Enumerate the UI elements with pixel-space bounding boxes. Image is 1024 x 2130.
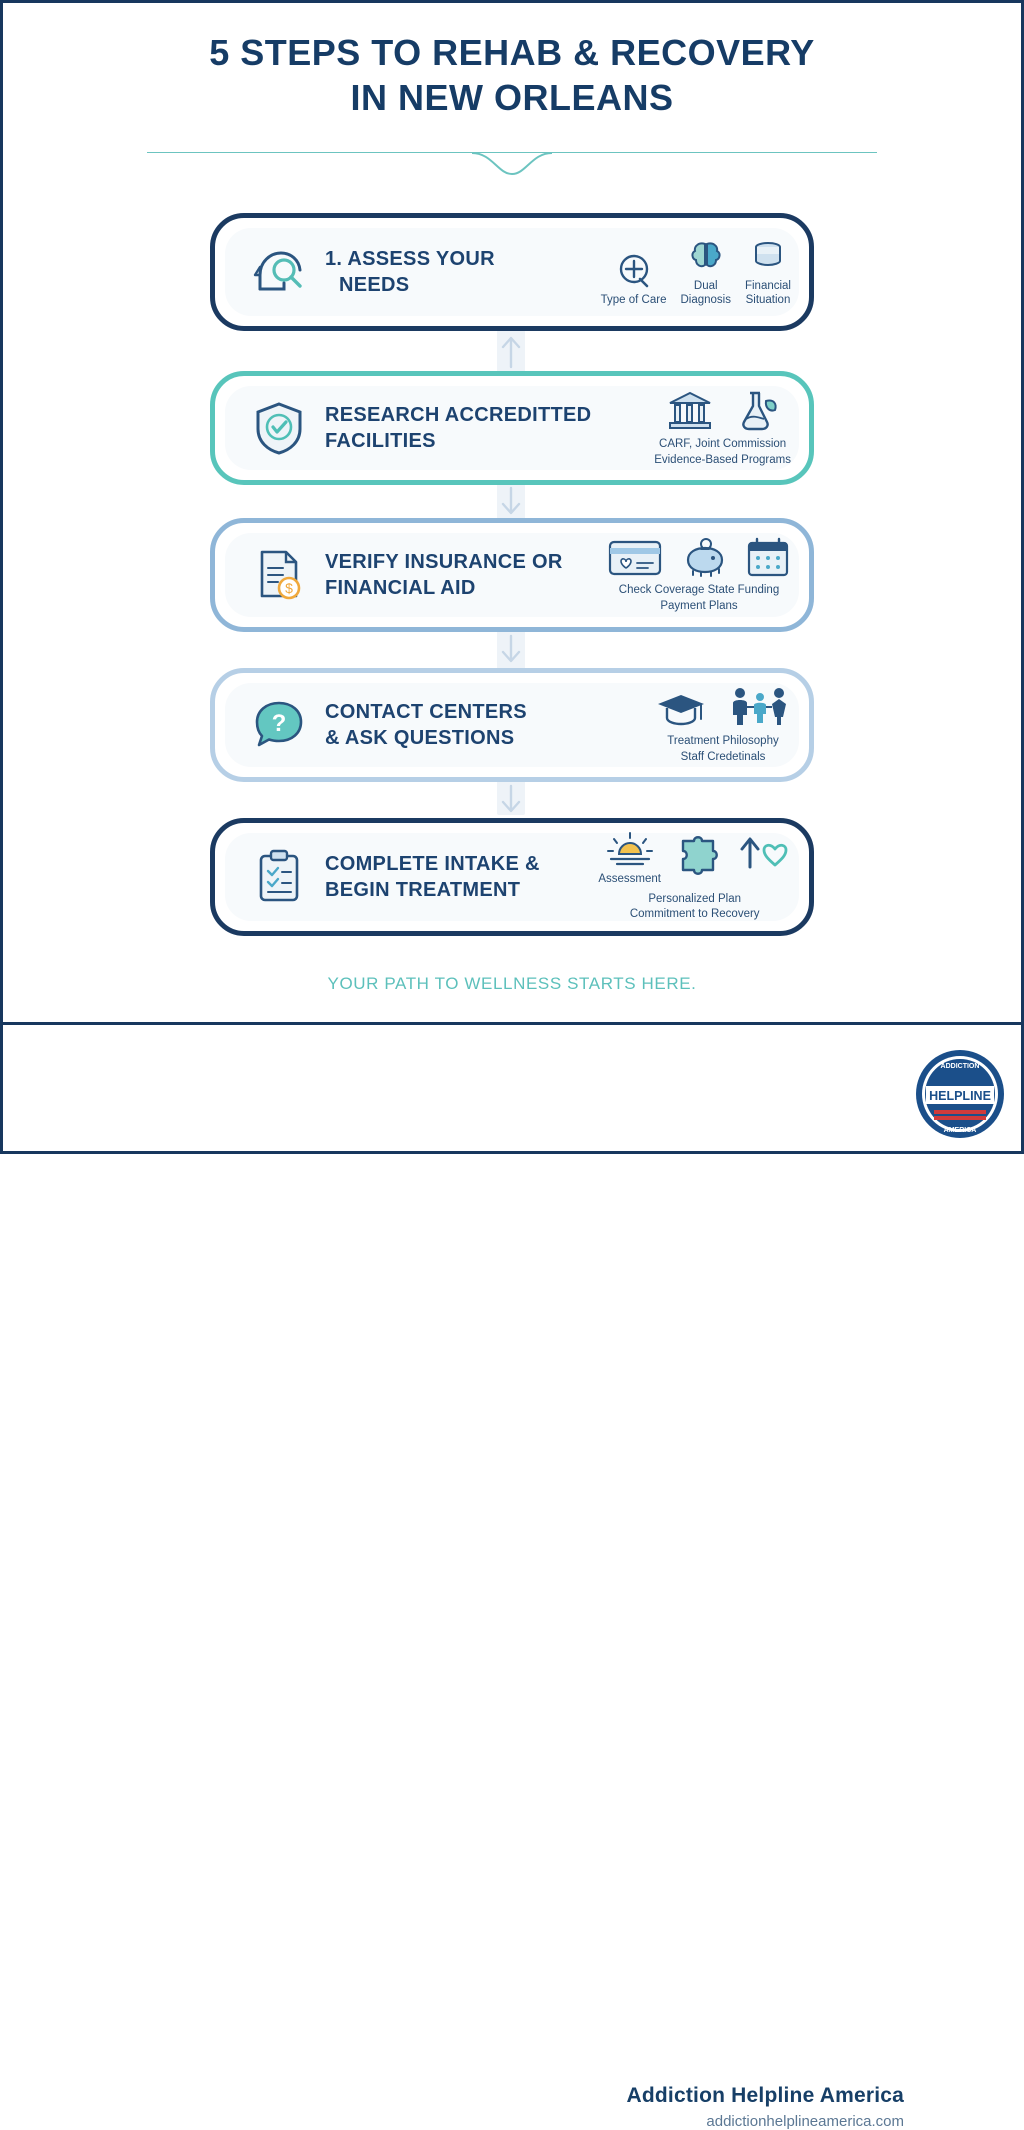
family-group-icon <box>729 685 791 729</box>
step-2-label: RESEARCH ACCREDITTED FACILITIES <box>325 404 592 452</box>
title-line-1: 5 STEPS TO REHAB & RECOVERY <box>209 32 815 73</box>
svg-text:?: ? <box>271 710 287 737</box>
insurance-card-icon <box>607 536 663 578</box>
step-1-icons <box>601 236 791 308</box>
caption-type-of-care: Type of Care <box>600 294 667 306</box>
logo-bottom-text: AMERICA <box>943 1127 977 1134</box>
logo-center-text: HELPLINE <box>929 1089 991 1103</box>
icon-cell-financial-situation <box>745 236 791 308</box>
step-3-caption-line-2: Payment Plans <box>660 599 738 612</box>
helpline-logo[interactable] <box>914 1048 1006 1140</box>
step-4-caption-line-2: Staff Credetinals <box>680 750 766 763</box>
step-2-icons <box>654 388 791 468</box>
brain-icon <box>686 236 726 276</box>
graduation-cap-icon <box>655 689 707 729</box>
icon-cell-assessment <box>598 831 661 887</box>
step-2-caption-line-2: Evidence-Based Programs <box>654 453 791 466</box>
footer-divider <box>0 1022 1024 1025</box>
sunrise-icon <box>605 831 655 869</box>
caption-situation: Situation <box>745 294 791 306</box>
clipboard-icon <box>247 845 311 909</box>
step-3-caption-line-1: Check Coverage State Funding <box>618 583 780 596</box>
page-title <box>0 30 1024 120</box>
caption-financial: Financial <box>744 280 791 293</box>
logo-top-text: ADDICTION <box>940 1063 980 1070</box>
brand-name: Addiction Helpline America <box>626 2084 904 2107</box>
tagline: YOUR PATH TO WELLNESS STARTS HERE. <box>327 974 697 993</box>
step-3-label: VERIFY INSURANCE OR FINANCIAL AID <box>325 551 563 599</box>
step-5-label: COMPLETE INTAKE & BEGIN TREATMENT <box>325 853 540 901</box>
coins-stack-icon <box>748 236 788 276</box>
step-4-icons <box>655 685 791 765</box>
step-4-label: CONTACT CENTERS & ASK QUESTIONS <box>325 701 527 749</box>
step-5-icons <box>598 831 791 923</box>
step-card-3[interactable] <box>210 518 814 632</box>
connector-arrow-up-1 <box>497 333 525 373</box>
icon-cell-arrow-heart <box>735 833 791 871</box>
piggy-bank-icon <box>679 536 729 578</box>
caption-assessment: Assessment <box>598 873 661 886</box>
title-line-2: IN NEW ORLEANS <box>350 77 674 118</box>
icon-cell-dual-diagnosis <box>680 236 731 308</box>
step-card-5[interactable] <box>210 818 814 936</box>
step-5-caption-line-2: Commitment to Recovery <box>629 908 760 921</box>
caption-diagnosis: Diagnosis <box>680 294 731 306</box>
head-magnifier-icon <box>247 240 311 304</box>
step-1-label: 1. ASSESS YOUR NEEDS <box>325 248 495 296</box>
step-3-icons <box>607 536 791 614</box>
bank-building-icon <box>666 388 714 432</box>
flask-leaf-icon <box>732 388 780 432</box>
step-card-1[interactable] <box>210 213 814 331</box>
arrow-heart-icon <box>735 833 791 871</box>
caption-dual: Dual <box>693 280 718 293</box>
step-5-caption-line-1: Personalized Plan <box>648 892 742 905</box>
icon-cell-type-of-care <box>601 250 667 308</box>
svg-text:$: $ <box>285 580 293 596</box>
header-divider-arrow-icon <box>470 152 554 178</box>
step-card-2[interactable] <box>210 371 814 485</box>
footer-text-block <box>204 2084 904 2130</box>
question-speech-bubble-icon <box>247 693 311 757</box>
step-4-caption-line-1: Treatment Philosophy <box>667 734 779 747</box>
step-card-4[interactable] <box>210 668 814 782</box>
calendar-icon <box>745 536 791 578</box>
medical-cross-icon <box>614 250 654 290</box>
shield-check-icon <box>247 396 311 460</box>
document-dollar-icon <box>247 543 311 607</box>
step-2-caption-line-1: CARF, Joint Commission <box>659 437 787 450</box>
footer <box>0 1026 1024 2130</box>
brand-url[interactable]: addictionhelplineamerica.com <box>706 2113 904 2130</box>
puzzle-piece-icon <box>675 833 721 877</box>
